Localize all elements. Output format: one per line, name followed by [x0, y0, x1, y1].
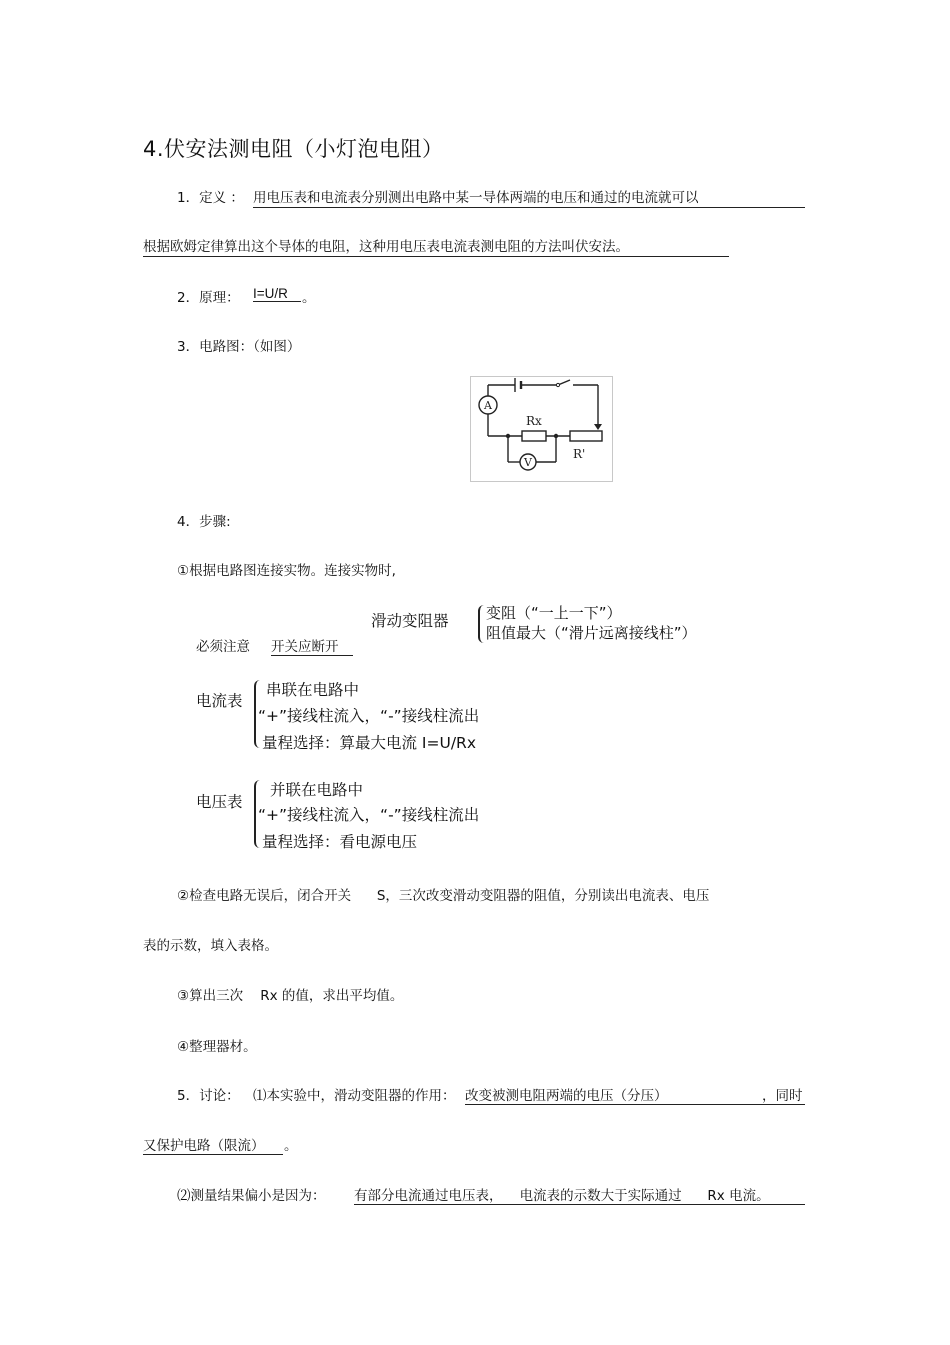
step-4: ④整理器材。 — [177, 1039, 257, 1055]
must-note: 必须注意 — [196, 639, 250, 655]
question-1-answer: 改变被测电阻两端的电压（分压） — [465, 1084, 805, 1105]
section-2-label: 2．原理： — [177, 290, 240, 306]
ammeter-item: 串联在电路中 — [266, 681, 360, 699]
definition-line-2: 根据欧姆定律算出这个导体的电阻，这种用电压表电流表测电阻的方法叫伏安法。 — [143, 235, 729, 257]
definition-line-1: 用电压表和电流表分别测出电路中某一导体两端的电压和通过的电流就可以 — [253, 186, 805, 208]
section-4-label: 4．步骤: — [177, 514, 231, 530]
voltmeter-item: “+”接线柱流入，“-”接线柱流出 — [258, 806, 480, 824]
ammeter-item: “+”接线柱流入，“-”接线柱流出 — [258, 707, 480, 725]
question-1-end: 。 — [284, 1138, 298, 1154]
section-5-label: 5．讨论： — [177, 1088, 240, 1104]
step-2-line-2: 表的示数，填入表格。 — [143, 938, 278, 954]
principle-end: 。 — [302, 290, 316, 306]
voltmeter-heading: 电压表 — [196, 793, 243, 811]
question-2-prefix: ⑵测量结果偏小是因为： — [177, 1188, 326, 1204]
rheostat-item: 阻值最大（“滑片远离接线柱”） — [486, 624, 697, 642]
page-title: 4.伏安法测电阻（小灯泡电阻） — [143, 137, 444, 161]
section-1-number: 1．定义 ： — [177, 190, 244, 206]
rheostat-heading: 滑动变阻器 — [371, 612, 449, 630]
ammeter-item: 量程选择：算最大电流 I=U/Rx — [262, 734, 476, 752]
voltmeter-symbol: V — [524, 456, 532, 469]
section-3-label: 3．电路图：（如图） — [177, 339, 301, 355]
rheostat-item: 变阻（“一上一下”） — [486, 604, 622, 622]
question-1-prefix: ⑴本实验中，滑动变阻器的作用： — [253, 1088, 456, 1104]
rx-label: Rx — [526, 414, 542, 428]
rheostat-brace — [478, 605, 486, 643]
question-1-suffix: ，同时 — [762, 1088, 803, 1104]
question-1-line-2: 又保护电路（限流） — [143, 1134, 283, 1155]
ammeter-heading: 电流表 — [196, 692, 243, 710]
circuit-diagram — [470, 376, 613, 482]
rheostat-label: R' — [573, 447, 586, 461]
step-1: ①根据电路图连接实物。连接实物时, — [177, 563, 396, 579]
question-2-answer: 有部分电流通过电压表， 电流表的示数大于实际通过 Rx 电流。 — [354, 1184, 805, 1205]
step-3: ③算出三次 Rx 的值，求出平均值。 — [177, 988, 404, 1004]
principle-formula: I=U/R — [253, 286, 301, 302]
voltmeter-item: 并联在电路中 — [270, 781, 364, 799]
switch-off-note: 开关应断开 — [271, 635, 353, 656]
voltmeter-item: 量程选择：看电源电压 — [262, 833, 418, 851]
ammeter-symbol: A — [484, 399, 492, 412]
step-2-line-1: ②检查电路无误后，闭合开关 S，三次改变滑动变阻器的阻值，分别读出电流表、电压 — [177, 888, 710, 904]
